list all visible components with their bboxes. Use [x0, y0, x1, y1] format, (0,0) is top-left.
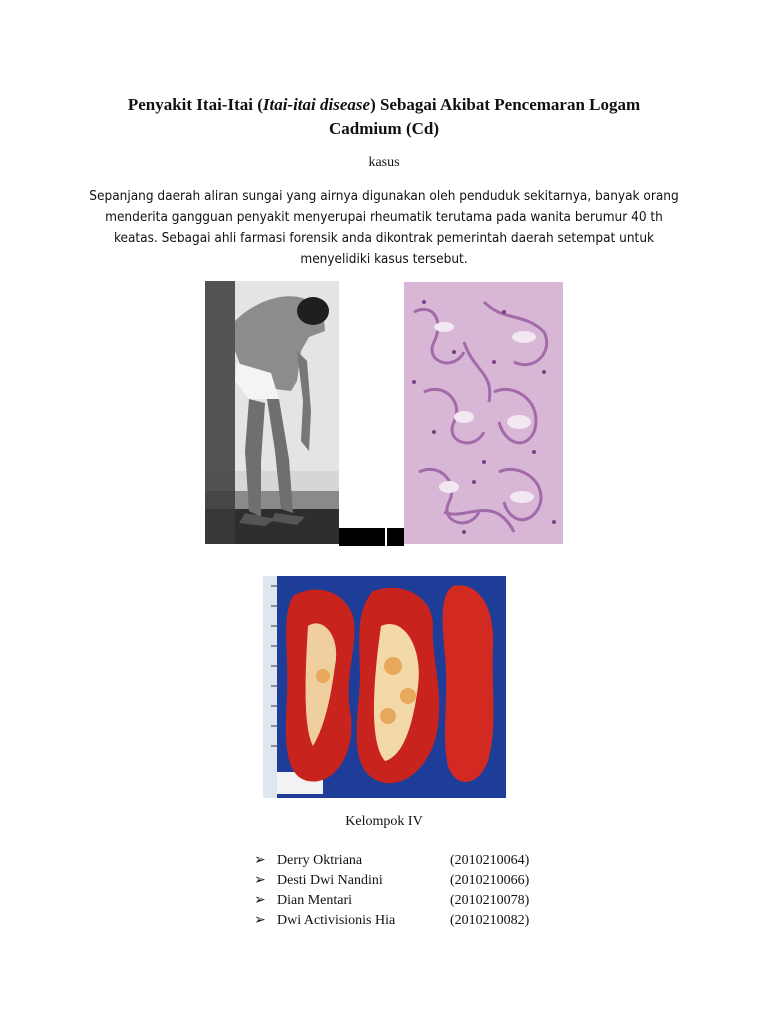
arrow-bullet-icon: ➢: [254, 893, 266, 908]
title-part2: ) Sebagai Akibat Pencemaran Logam Cadmium (Cd): [328, 95, 641, 138]
member-name: Derry Oktriana: [277, 853, 363, 868]
list-item: [254, 911, 574, 931]
group-label: Kelompok IV: [345, 814, 423, 829]
arrow-bullet-icon: ➢: [254, 853, 266, 868]
member-nim: (2010210078): [450, 893, 530, 908]
black-bar-small: [387, 528, 404, 546]
document-subtitle: kasus: [368, 155, 400, 170]
title-italic: Itai-itai disease: [262, 95, 371, 114]
member-nim: (2010210082): [450, 913, 530, 928]
patient-photo: [205, 281, 339, 544]
member-name: Dwi Activisionis Hia: [277, 913, 396, 928]
document-title: [90, 93, 678, 141]
member-name: Desti Dwi Nandini: [277, 873, 383, 888]
member-name: Dian Mentari: [277, 893, 353, 908]
list-item: [254, 871, 574, 891]
member-nim: (2010210066): [450, 873, 530, 888]
kidney-photo: [263, 576, 506, 798]
black-bar: [339, 528, 385, 546]
arrow-bullet-icon: ➢: [254, 873, 266, 888]
list-item: [254, 891, 574, 911]
histology-photo: [404, 282, 563, 544]
title-part1: Penyakit Itai-Itai (: [127, 95, 263, 114]
member-list: [254, 851, 574, 931]
arrow-bullet-icon: ➢: [254, 913, 266, 928]
member-nim: (2010210064): [450, 853, 530, 868]
intro-paragraph: Sepanjang daerah aliran sungai yang airnya digunakan oleh penduduk sekitarnya, banyak orang menderita gangguan penyakit menyerupai rheumatik terutama pada wanita berumur 40 th keatas. Sebagai ahli farmasi forensik anda dikontrak pemerintah daerah setempat untuk menyelidiki kasus tersebut.: [89, 188, 679, 267]
list-item: [254, 851, 574, 871]
